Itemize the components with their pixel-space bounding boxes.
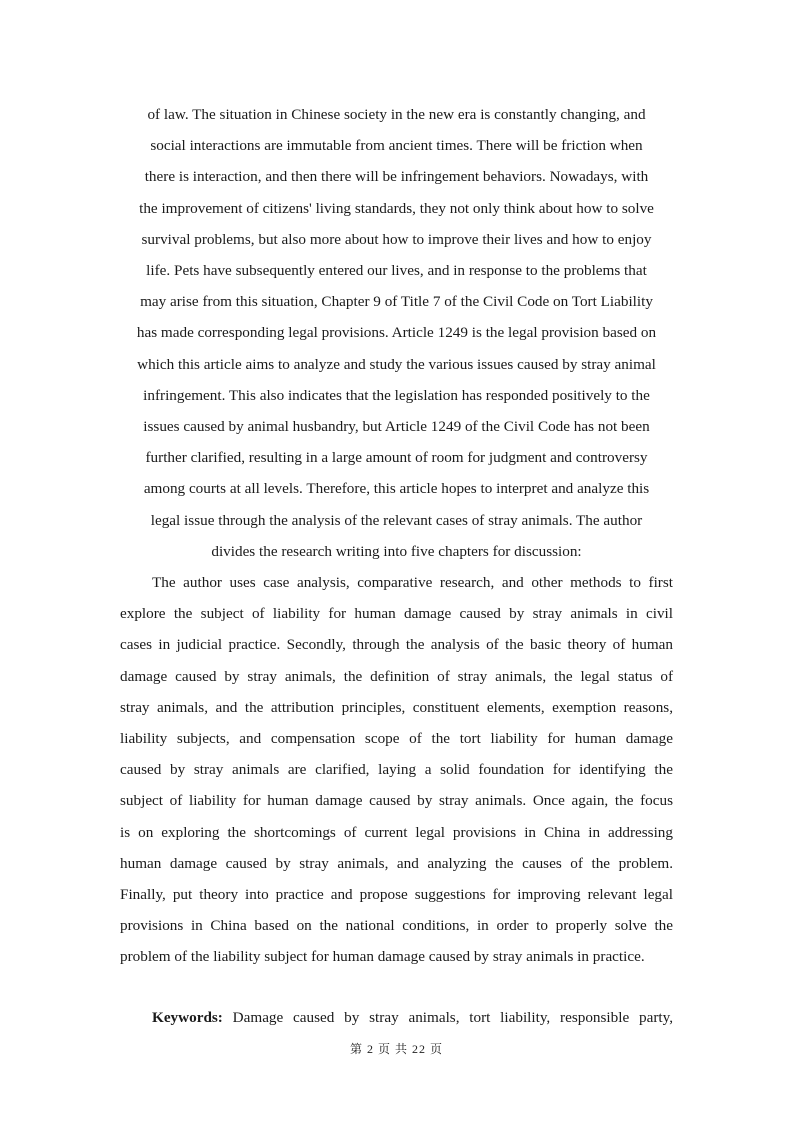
text-line: of law. The situation in Chinese society in the new era is constantly changing, and	[147, 106, 646, 123]
text-line: cases in judicial practice. Secondly, through the analysis of the basic theory of human	[120, 636, 673, 654]
text-line: life. Pets have subsequently entered our lives, and in response to the problems that	[146, 262, 647, 280]
text-line: among courts at all levels. Therefore, this article hopes to interpret and analyze this	[143, 480, 650, 498]
text-line: the improvement of citizens' living standards, they not only think about how to solve	[139, 199, 654, 217]
text-line: has made corresponding legal provisions. Article 1249 is the legal provision based on	[136, 324, 657, 342]
keywords-text: Damage caused by stray animals, tort liability, responsible party,	[222, 1009, 673, 1026]
abstract-paragraph	[120, 567, 673, 973]
page-footer	[0, 1041, 793, 1057]
text-line: there is interaction, and then there will be infringement behaviors. Nowadays, with	[144, 168, 649, 186]
page-number: 第 2 页 共 22 页	[349, 1042, 443, 1056]
text-line: is on exploring the shortcomings of current legal provisions in China in addressing	[120, 823, 673, 841]
text-line: liability subjects, and compensation scope of the tort liability for human damage	[120, 730, 673, 748]
text-line: explore the subject of liability for human damage caused by stray animals in civil	[120, 605, 673, 623]
text-line: provisions in China based on the national conditions, in order to properly solve the	[120, 917, 673, 935]
text-line: which this article aims to analyze and study the various issues caused by stray animal	[137, 355, 656, 373]
abstract-centered-text	[100, 99, 693, 567]
text-line: may arise from this situation, Chapter 9 of Title 7 of the Civil Code on Tort Liability	[140, 293, 653, 311]
text-line: human damage caused by stray animals, and analyzing the causes of the problem.	[120, 854, 673, 872]
text-line: damage caused by stray animals, the definition of stray animals, the legal status of	[120, 667, 673, 685]
text-line: issues caused by animal husbandry, but Article 1249 of the Civil Code has not been	[143, 418, 650, 436]
text-line: caused by stray animals are clarified, laying a solid foundation for identifying the	[120, 761, 673, 779]
text-line: social interactions are immutable from ancient times. There will be friction when	[150, 137, 643, 155]
text-line: legal issue through the analysis of the relevant cases of stray animals. The author	[150, 511, 643, 529]
text-line: Finally, put theory into practice and propose suggestions for improving relevant legal	[120, 886, 673, 904]
text-line: further clarified, resulting in a large amount of room for judgment and controversy	[145, 449, 648, 467]
keywords-line	[120, 1002, 673, 1033]
text-line: divides the research writing into five chapters for discussion:	[211, 542, 582, 560]
keywords-label: Keywords:	[152, 1009, 223, 1026]
text-line: problem of the liability subject for human damage caused by stray animals in practice.	[120, 948, 645, 966]
text-line: stray animals, and the attribution principles, constituent elements, exemption reasons,	[120, 698, 673, 716]
text-line: The author uses case analysis, comparative research, and other methods to first	[152, 574, 673, 591]
text-line: infringement. This also indicates that the legislation has responded positively to the	[143, 386, 650, 404]
text-line: subject of liability for human damage caused by stray animals. Once again, the focus	[120, 792, 673, 810]
text-line: survival problems, but also more about how to improve their lives and how to enjoy	[141, 230, 652, 248]
